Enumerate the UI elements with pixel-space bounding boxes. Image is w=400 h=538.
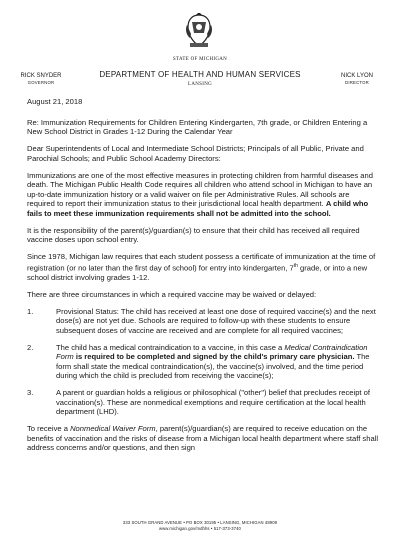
paragraph-text: Since 1978, Michigan law requires that each student possess a certificate of immunization at the time of registration (or no later than the first day of school) for entry into kindergarten, 7 — [27, 252, 376, 273]
list-item — [27, 388, 379, 417]
letter-date: August 21, 2018 — [27, 97, 83, 106]
paragraph-law-history — [27, 252, 379, 282]
form-name: Nonmedical Waiver Form — [70, 424, 156, 434]
governor-title: GOVERNOR — [27, 80, 55, 85]
paragraph-text: To receive a — [27, 424, 71, 434]
paragraph-text: Immunizations are one of the most effective measures in protecting children from harmful diseases and death. The Michigan Public Health Code requires all children who attend school in Michigan to have an up-to-date immunization history or a valid waiver on file per Administrative Rules. All schools are required to report their immunization status to their jurisdictional local health department. — [27, 170, 373, 208]
letter-subject: Re: Immunization Requirements for Children Entering Kindergarten, 7th grade, or Children Entering a New School District in Grades 1-12 During the Calendar Year — [27, 117, 368, 136]
list-item-number: 1. — [27, 306, 34, 316]
director-name: NICK LYON — [341, 73, 373, 79]
governor-name: RICK SNYDER — [20, 73, 62, 79]
letter-salutation: Dear Superintendents of Local and Intermediate School Districts; Principals of all Public, Private and Parochial Schools; and Public School Academy Directors: — [27, 144, 364, 163]
director-title: DIRECTOR — [345, 80, 369, 85]
list-item — [27, 343, 379, 381]
paragraph-text: grade, or into a new school district involving grades 1-12. — [27, 263, 368, 282]
paragraph-parent-responsibility: It is the responsibility of the parent(s)/guardian(s) to ensure that their child has received all required vaccine doses upon school entry. — [27, 225, 360, 244]
paragraph-circumstances-intro: There are three circumstances in which a required vaccine may be waived or delayed: — [27, 289, 317, 299]
superscript-th: th — [293, 262, 298, 269]
department-name: DEPARTMENT OF HEALTH AND HUMAN SERVICES — [99, 70, 301, 79]
paragraph-immunization-importance — [27, 171, 379, 219]
state-seal-icon — [183, 13, 215, 51]
list-item-text: A parent or guardian holds a religious or philosophical ("other") belief that precludes receipt of vaccination(s). These are nonmedical exemptions and require certification at the local health department (LHD). — [56, 388, 370, 417]
paragraph-nonmedical-waiver — [27, 424, 379, 453]
list-item-text: The child has a medical contraindication to a vaccine, in this case a — [56, 342, 285, 352]
list-item-number: 3. — [27, 388, 34, 398]
list-item-number: 2. — [27, 342, 34, 352]
signature-requirement: is required to be completed and signed by the child's primary care physician. — [73, 352, 355, 362]
letter-body — [27, 97, 379, 460]
list-item — [27, 307, 379, 336]
list-item-text: The form shall state the medical contraindication(s), the vaccine(s) involved, and the time period during which the child is precluded from receiving the vaccine(s); — [56, 352, 370, 381]
circumstances-list — [27, 307, 379, 417]
footer-address: 333 SOUTH GRAND AVENUE • PO BOX 30195 • LANSING, MICHIGAN 48909 — [122, 520, 278, 525]
director-block — [324, 72, 390, 86]
letter-footer — [0, 520, 400, 531]
department-city: LANSING — [187, 82, 213, 87]
footer-web: www.michigan.gov/mdhhs • 517-373-3740 — [159, 525, 241, 531]
admission-warning: A child who fails to meet these immunization requirements shall not be admitted into the school. — [27, 199, 369, 218]
form-name: Medical Contraindication Form — [56, 342, 368, 362]
list-item-text: Provisional Status: The child has received at least one dose of required vaccine(s) and the next dose(s) are not yet due. Schools are required to follow-up with these students to ensure subsequent doses of vaccine are received and are complete for all required vaccines; — [56, 306, 376, 335]
paragraph-text: , parent(s)/guardian(s) are required to receive education on the benefits of vaccination and the risks of disease from a Michigan local health department where staff shall address concerns and/or questions, and then sign — [27, 424, 379, 453]
state-name: STATE OF MICHIGAN — [172, 57, 228, 62]
